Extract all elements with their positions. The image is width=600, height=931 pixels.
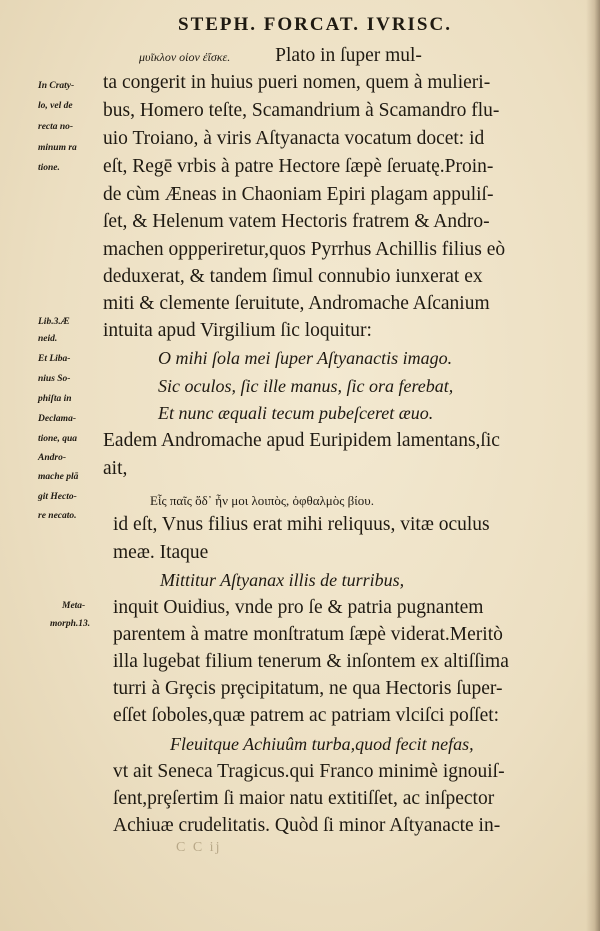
text-line: inquit Ouidius, vnde pro ſe & patria pugnantem xyxy=(113,597,484,618)
text-line: ſent,prȩſertim ſi maior natu extitiſſet, ac inſpector xyxy=(113,788,495,809)
margin-note: tione. xyxy=(38,163,60,173)
text-line: intuita apud Virgilium ſic loquitur: xyxy=(103,320,372,341)
page-edge-shadow xyxy=(586,0,600,931)
text-line: uio Troiano, à viris Aſtyanacta vocatum docet: id xyxy=(103,128,485,149)
margin-note: In Craty- xyxy=(38,81,75,91)
margin-note: Andro- xyxy=(38,453,66,463)
text-line: ſet, & Helenum vatem Hectoris fratrem & Andro- xyxy=(103,211,490,232)
text-line: machen oppperiretur,quos Pyrrhus Achillis filius eò xyxy=(103,239,506,260)
text-line: bus, Homero teſte, Scamandrium à Scamandro flu- xyxy=(103,100,500,121)
margin-note: lo, vel de xyxy=(38,101,73,111)
greek-phrase: μυῖκλον οἰον ἐἴσκε. xyxy=(139,50,231,64)
margin-note: Declama- xyxy=(38,414,76,424)
margin-note: tione, qua xyxy=(38,434,78,444)
verse-line: Fleuitque Achiuûm turba,quod fecit nefas, xyxy=(170,734,474,754)
margin-note: phiſta in xyxy=(38,394,72,404)
text-line: deduxerat, & tandem ſimul connubio iunxerat ex xyxy=(103,266,483,287)
margin-note: Et Liba- xyxy=(38,354,71,364)
text-line-rest: Plato in ſuper mul- xyxy=(275,45,422,66)
text-line: turri à Grȩcis prȩcipitatum, ne qua Hectoris ſuper- xyxy=(113,678,503,699)
verse-line: Et nunc æquali tecum pubeſceret æuo. xyxy=(158,403,434,423)
verse-line: O mihi ſola mei ſuper Aſtyanactis imago. xyxy=(158,348,453,368)
catchword: C C ij xyxy=(176,840,222,855)
text-line: ait, xyxy=(103,458,128,479)
margin-note: neid. xyxy=(38,334,58,344)
margin-note: nius So- xyxy=(38,374,71,384)
text-line: meæ. Itaque xyxy=(113,542,209,563)
text-line: eſſet ſoboles,quæ patrem ac patriam vlciſci poſſet: xyxy=(113,705,500,726)
margin-note: git Hecto- xyxy=(38,492,77,502)
verse-line: Mittitur Aſtyanax illis de turribus, xyxy=(160,570,405,590)
text-line: de cùm Æneas in Chaoniam Epiri plagam appuliſ- xyxy=(103,184,494,205)
margin-note: Meta- xyxy=(62,601,86,611)
margin-note: minum ra xyxy=(38,143,77,153)
margin-note: mache plā xyxy=(38,472,79,482)
text-line: Eadem Andromache apud Euripidem lamentans,ſic xyxy=(103,430,500,451)
margin-note: morph.13. xyxy=(50,619,91,629)
running-header: STEPH. FORCAT. IVRISC. xyxy=(178,14,452,35)
greek-verse: Εἷς παῖς ὅδ᾽ ἦν μοι λοιπὸς, ὀφθαλμὸς βίου. xyxy=(150,493,374,508)
text-line xyxy=(103,44,422,69)
text-line: eſt, Regē vrbis à patre Hectore ſæpè ſeruatę.Proin- xyxy=(103,156,494,177)
margin-note: Lib.3.Æ xyxy=(38,317,70,327)
text-line: vt ait Seneca Tragicus.qui Franco minimè ignouiſ- xyxy=(113,761,505,782)
margin-note: recta no- xyxy=(38,122,74,132)
margin-note: re necato. xyxy=(38,511,77,521)
text-line: miti & clemente ſeruitute, Andromache Aſcanium xyxy=(103,293,490,314)
text-line: parentem à matre monſtratum ſæpè viderat.Meritò xyxy=(113,624,503,645)
text-line: id eſt, Vnus filius erat mihi reliquus, vitæ oculus xyxy=(113,514,490,535)
verse-line: Sic oculos, ſic ille manus, ſic ora ferebat, xyxy=(158,376,454,396)
text-line: Achiuæ crudelitatis. Quòd ſi minor Aſtyanacte in- xyxy=(113,815,501,836)
text-line: illa lugebat filium tenerum & inſontem ex altiſſima xyxy=(113,651,509,672)
text-line: ta congerit in huius pueri nomen, quem à mulieri- xyxy=(103,72,491,93)
